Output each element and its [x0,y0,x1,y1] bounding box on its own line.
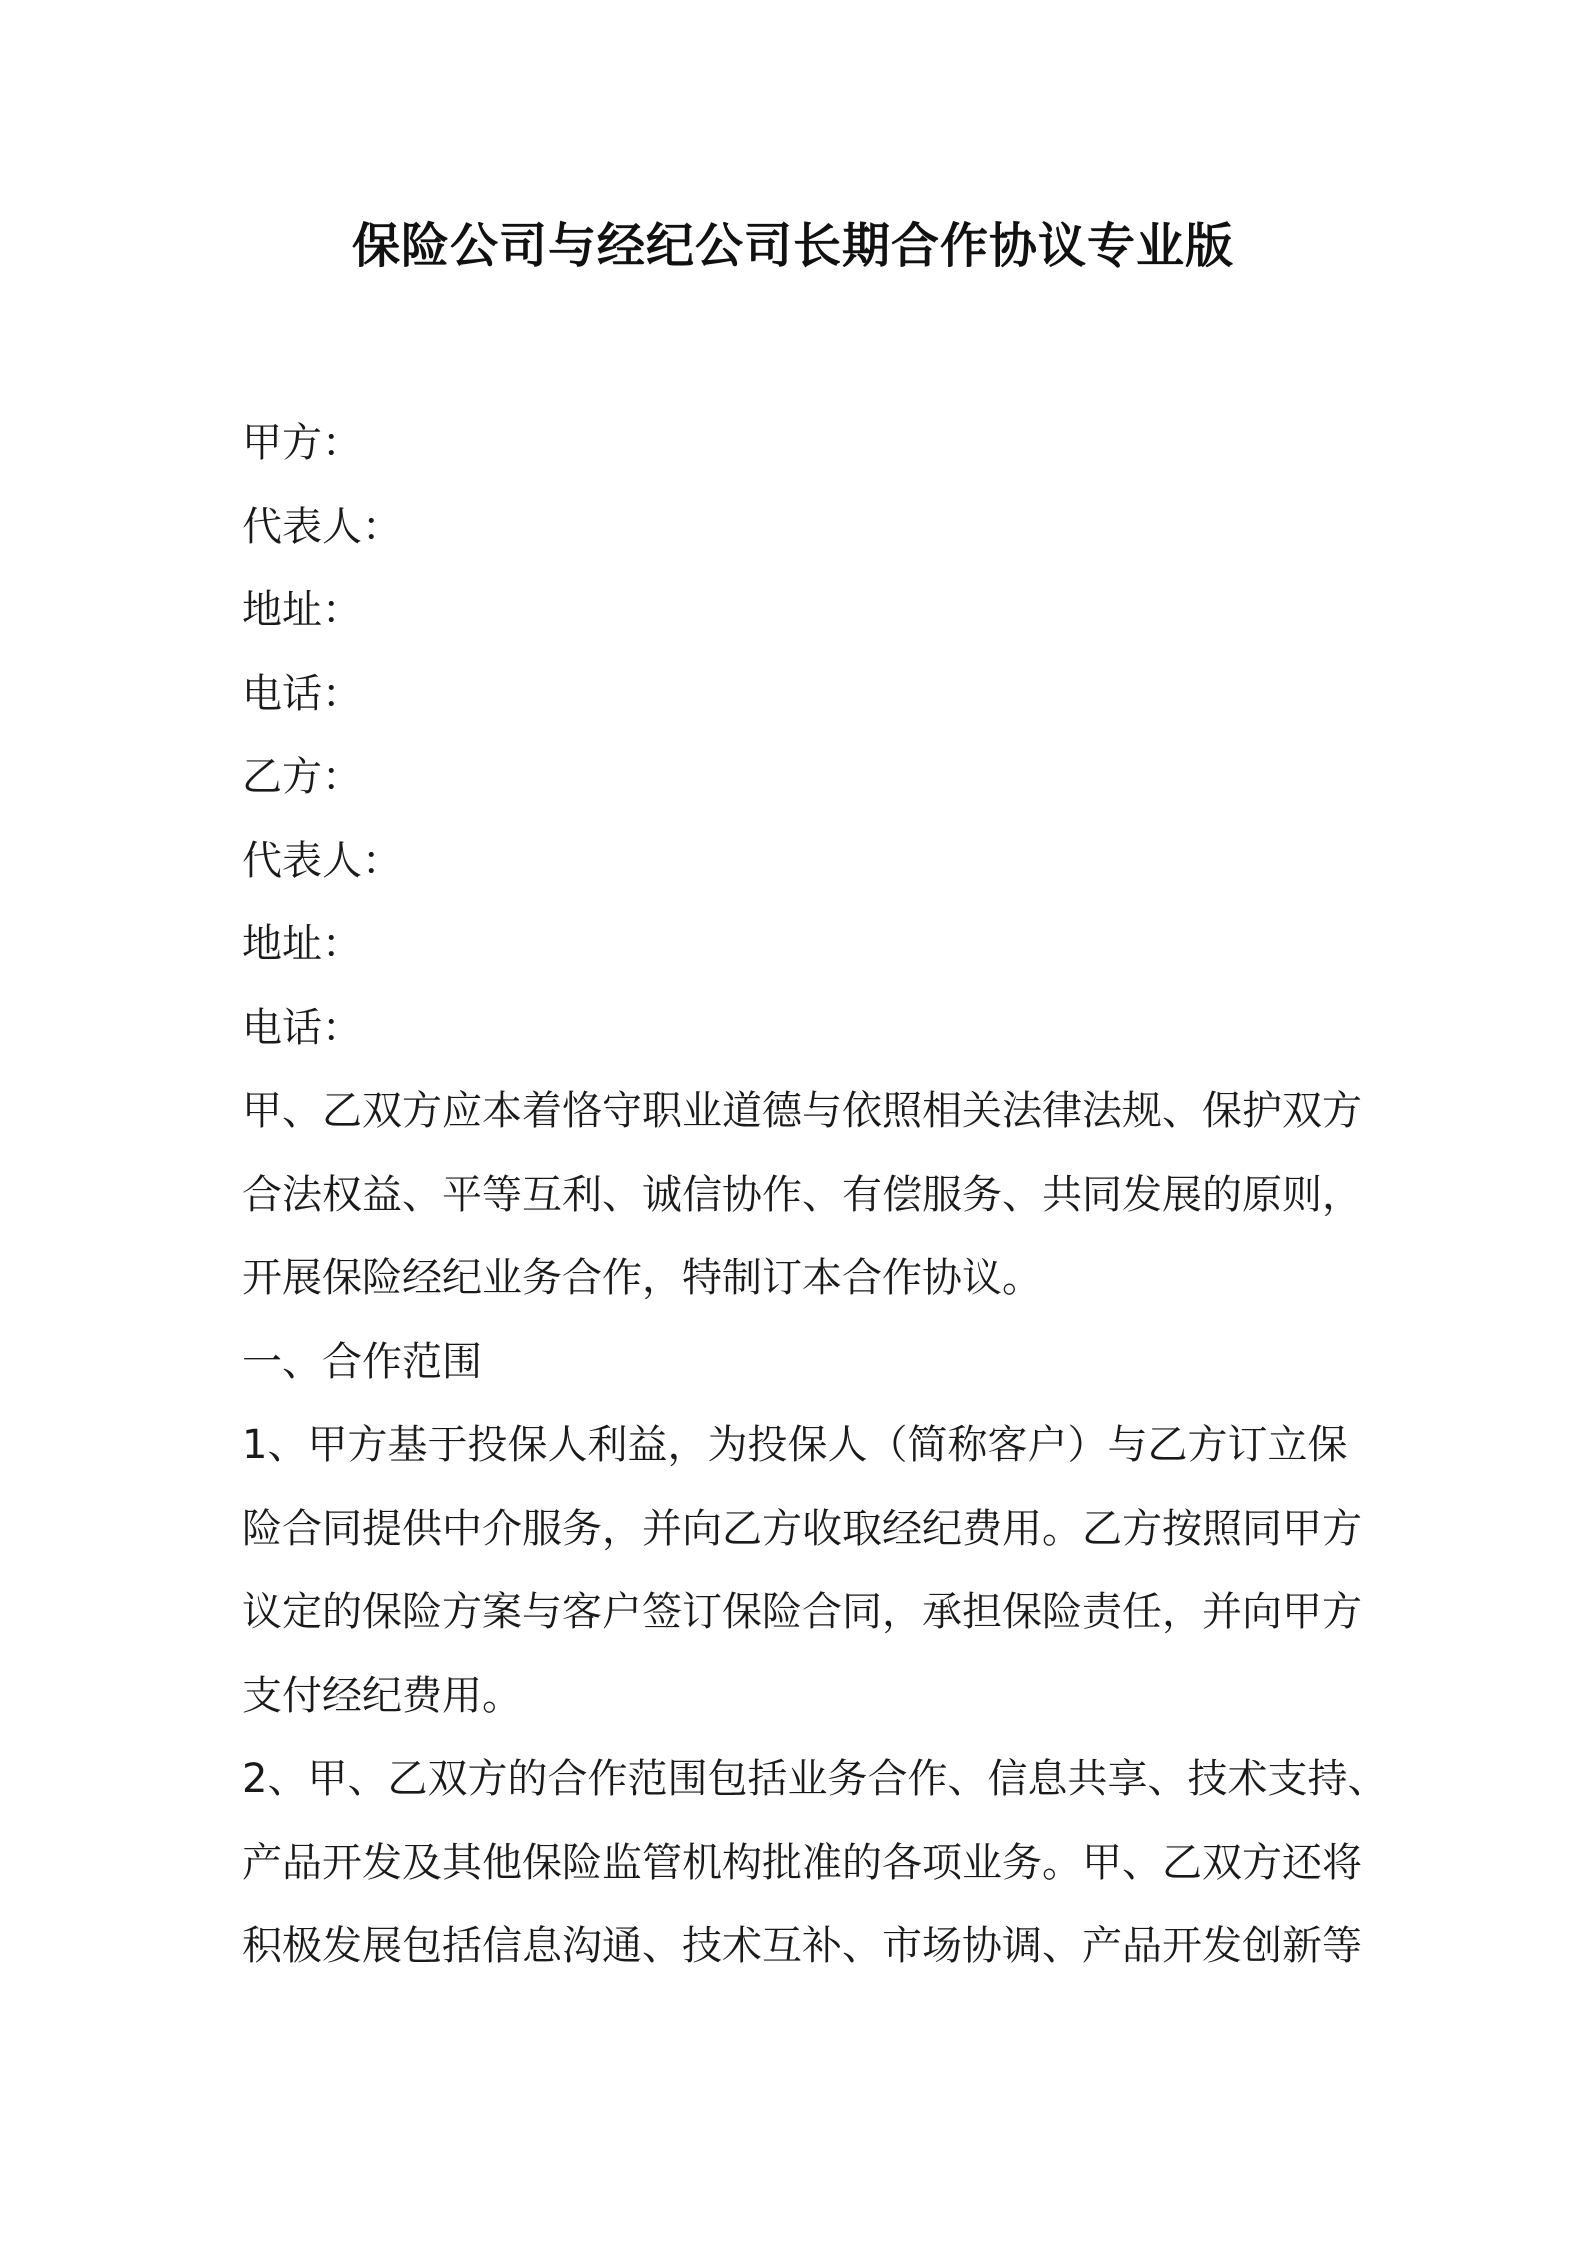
clause-line: 支付经纪费用。 [242,1672,522,1719]
party-b-phone-label: 电话： [242,1004,362,1051]
section-heading: 一、合作范围 [242,1338,482,1385]
party-a-phone-label: 电话： [242,670,362,717]
clause-line: 积极发展包括信息沟通、技术互补、市场协调、产品开发创新等 [242,1923,1362,1969]
party-b-representative-label: 代表人： [242,837,402,884]
clause-line: 1、甲方基于投保人利益，为投保人（简称客户）与乙方订立保 [242,1422,1348,1468]
document-body [242,402,1388,1989]
party-a-address-label: 地址： [242,587,362,633]
clause-line: 2、甲、乙双方的合作范围包括业务合作、信息共享、技术支持、 [242,1756,1388,1802]
preamble-line: 开展保险经纪业务合作，特制订本合作协议。 [242,1255,1042,1301]
party-b-label: 乙方： [242,754,362,800]
party-a-label: 甲方： [242,420,362,466]
clause-line: 险合同提供中介服务，并向乙方收取经纪费用。乙方按照同甲方 [242,1505,1362,1552]
clause-line: 议定的保险方案与客户签订保险合同，承担保险责任，并向甲方 [242,1589,1362,1635]
document-title: 保险公司与经纪公司长期合作协议专业版 [351,218,1234,274]
party-a-representative-label: 代表人： [242,503,402,550]
party-b-address-label: 地址： [242,921,362,967]
preamble-line: 合法权益、平等互利、诚信协作、有偿服务、共同发展的原则， [242,1171,1362,1218]
clause-line: 产品开发及其他保险监管机构批准的各项业务。甲、乙双方还将 [242,1839,1362,1886]
preamble-line: 甲、乙双方应本着恪守职业道德与依照相关法律法规、保护双方 [242,1088,1362,1134]
